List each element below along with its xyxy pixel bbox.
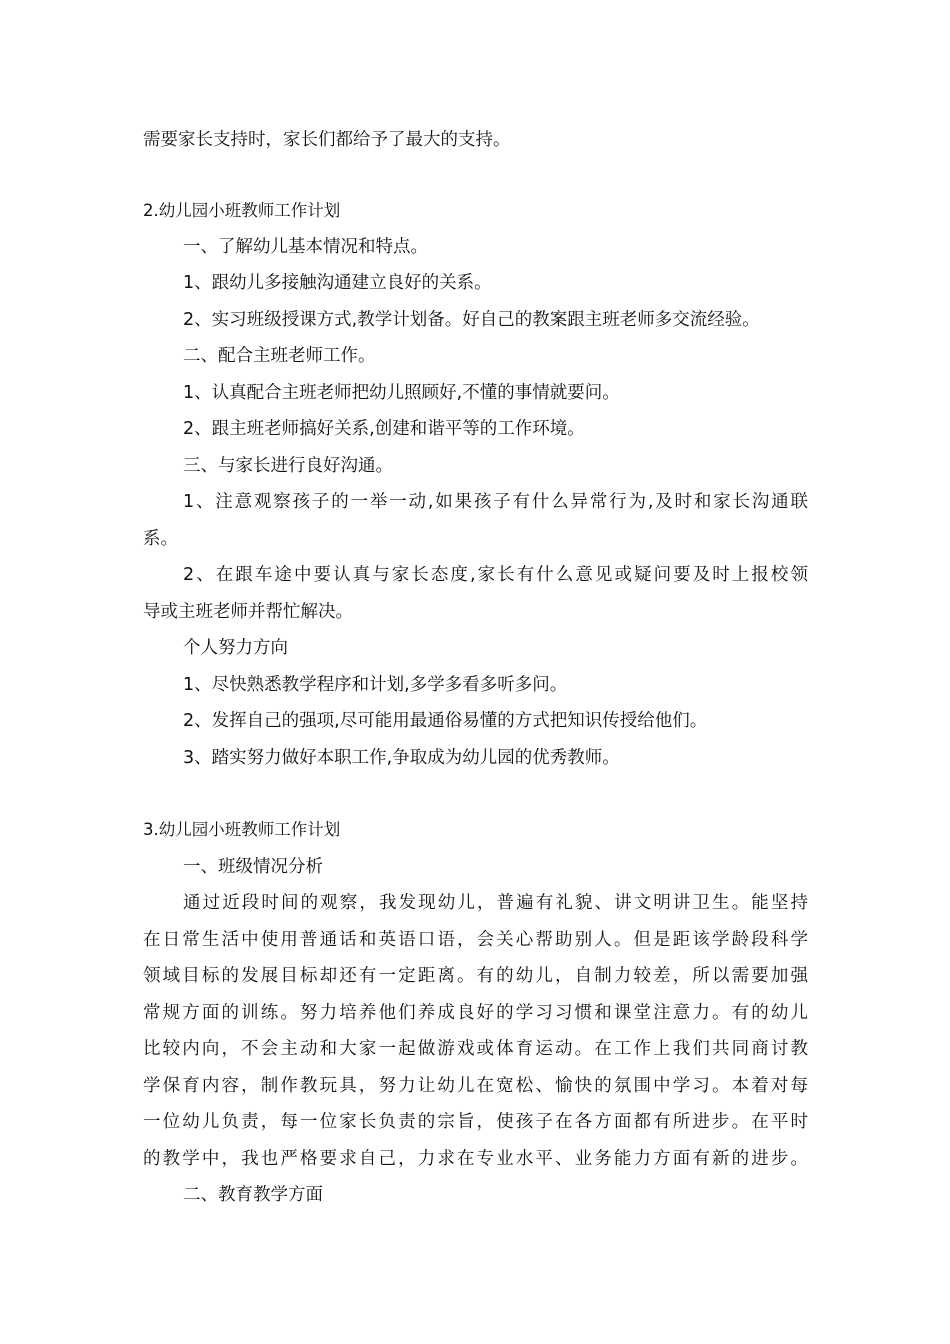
paragraph-line: 在日常生活中使用普通话和英语口语，会关心帮助别人。但是距该学龄段科学 <box>143 930 808 950</box>
paragraph-line: 通过近段时间的观察，我发现幼儿，普遍有礼貌、讲文明讲卫生。能坚持 <box>183 893 808 913</box>
section-2-line: 一、了解幼儿基本情况和特点。 <box>183 237 428 257</box>
effort-item: 2、发挥自己的强项,尽可能用最通俗易懂的方式把知识传授给他们。 <box>183 711 708 731</box>
section-2-line: 1、认真配合主班老师把幼儿照顾好,不懂的事情就要问。 <box>183 383 620 403</box>
paragraph-line: 领域目标的发展目标却还有一定距离。有的幼儿，自制力较差，所以需要加强 <box>143 966 808 986</box>
paragraph-line: 常规方面的训练。努力培养他们养成良好的学习习惯和课堂注意力。有的幼儿 <box>143 1003 808 1023</box>
paragraph-line: 导或主班老师并帮忙解决。 <box>143 602 353 622</box>
section-3-heading: 3.幼儿园小班教师工作计划 <box>143 820 341 839</box>
section-2-heading: 2.幼儿园小班教师工作计划 <box>143 201 341 220</box>
effort-item: 1、尽快熟悉教学程序和计划,多学多看多听多问。 <box>183 675 568 695</box>
section-3-subheading: 一、班级情况分析 <box>183 857 323 877</box>
section-2-line: 三、与家长进行良好沟通。 <box>183 456 393 476</box>
paragraph-line: 学保育内容，制作教玩具，努力让幼儿在宽松、愉快的氛围中学习。本着对每 <box>143 1076 808 1096</box>
section-2-line: 2、跟主班老师搞好关系,创建和谐平等的工作环境。 <box>183 419 585 439</box>
effort-heading: 个人努力方向 <box>183 638 288 658</box>
paragraph-line: 2、在跟车途中要认真与家长态度,家长有什么意见或疑问要及时上报校领 <box>183 565 808 585</box>
paragraph-line: 系。 <box>143 529 178 549</box>
section-2-line: 1、跟幼儿多接触沟通建立良好的关系。 <box>183 273 492 293</box>
paragraph-line: 比较内向，不会主动和大家一起做游戏或体育运动。在工作上我们共同商讨教 <box>143 1039 808 1059</box>
section-2-line: 二、配合主班老师工作。 <box>183 346 376 366</box>
section-3-subheading: 二、教育教学方面 <box>183 1185 323 1205</box>
paragraph-line: 的教学中，我也严格要求自己，力求在专业水平、业务能力方面有新的进步。 <box>143 1149 808 1169</box>
section-2-line: 2、实习班级授课方式,教学计划备。好自己的教案跟主班老师多交流经验。 <box>183 310 760 330</box>
paragraph-line: 1、注意观察孩子的一举一动,如果孩子有什么异常行为,及时和家长沟通联 <box>183 492 808 512</box>
effort-item: 3、踏实努力做好本职工作,争取成为幼儿园的优秀教师。 <box>183 748 620 768</box>
intro-line: 需要家长支持时，家长们都给予了最大的支持。 <box>143 130 511 150</box>
paragraph-line: 一位幼儿负责，每一位家长负责的宗旨，使孩子在各方面都有所进步。在平时 <box>143 1112 808 1132</box>
